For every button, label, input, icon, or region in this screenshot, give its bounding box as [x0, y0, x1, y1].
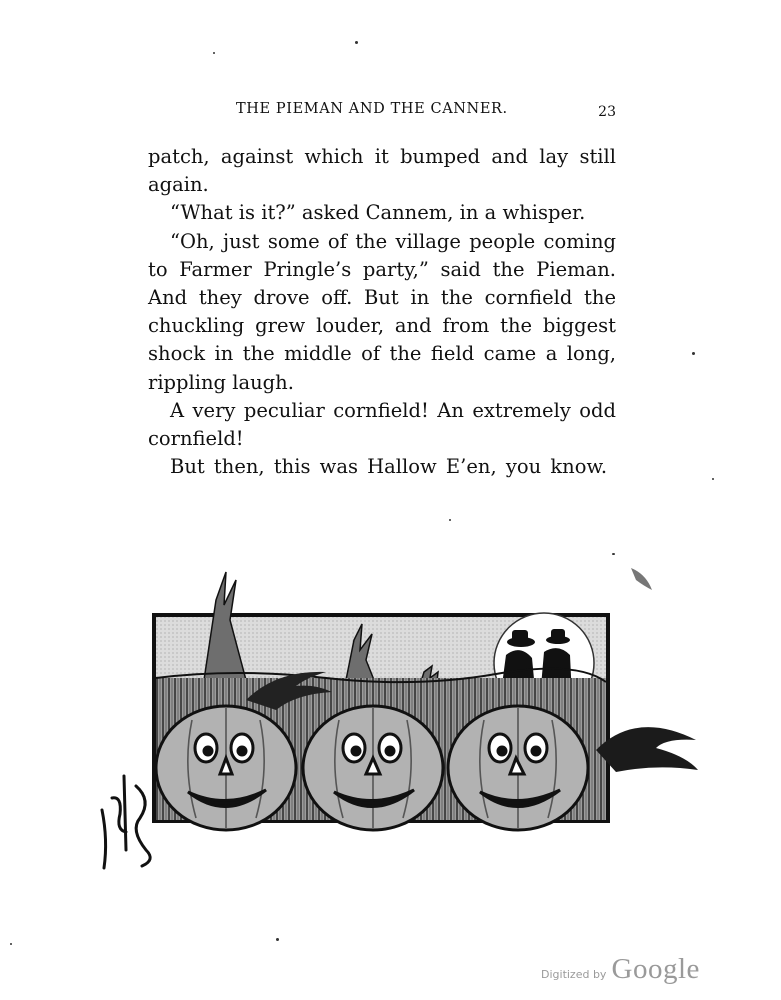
- body-text: [148, 143, 616, 481]
- leaf: [596, 727, 698, 772]
- pumpkin-middle: [303, 706, 443, 830]
- print-speck: [276, 938, 279, 941]
- paragraph-3: “Oh, just some of the village people coming to Farmer Pringle’s party,” said the Pieman. And they drove off. But in the cornfield the chuckling grew louder, and from the biggest shock in the middle of the field came a long, rippling laugh.: [148, 229, 616, 394]
- print-speck: [355, 41, 358, 44]
- print-speck: [213, 52, 215, 54]
- running-header: [148, 101, 616, 127]
- print-speck: [692, 352, 695, 355]
- print-speck: [712, 478, 714, 480]
- artist-signature: [102, 776, 150, 868]
- pumpkin-illustration: [96, 560, 708, 880]
- running-title: THE PIEMAN AND THE CANNER.: [236, 101, 508, 117]
- paragraph-4: A very peculiar cornfield! An extremely odd cornfield!: [148, 398, 616, 451]
- ink-smudge: [631, 568, 652, 590]
- pumpkin-right: [448, 706, 588, 830]
- pumpkin-left: [156, 706, 296, 830]
- print-speck: [10, 943, 12, 945]
- print-speck: [449, 519, 451, 521]
- paragraph-2: “What is it?” asked Cannem, in a whisper.: [170, 201, 586, 225]
- page-number: 23: [598, 104, 616, 120]
- digitization-watermark: [541, 953, 700, 986]
- watermark-prefix: Digitized by: [541, 968, 607, 981]
- google-logo: Google: [611, 953, 700, 985]
- paragraph-1: patch, against which it bumped and lay still again.: [148, 145, 616, 197]
- jack-o-lanterns: [156, 706, 588, 830]
- print-speck: [612, 553, 615, 555]
- paragraph-5: But then, this was Hallow E’en, you know.: [170, 455, 608, 479]
